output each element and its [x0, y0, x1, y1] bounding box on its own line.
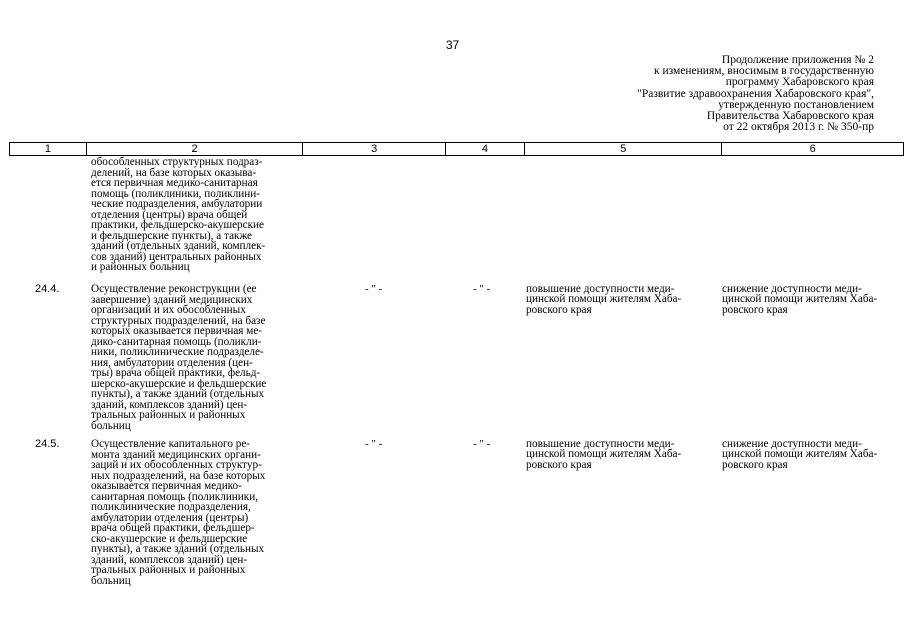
consequence-line: цинской помощи жителям Хаба- [722, 448, 878, 461]
ditto-mark: - " - [365, 438, 383, 450]
desc-line: врача общей практики, фельдшер- [91, 522, 255, 534]
header-line: от 22 октября 2013 г. № 350-пр [723, 121, 874, 134]
header-line: "Развитие здравоохранения Хабаровского края", [637, 87, 874, 100]
desc-line: дико-санитарная помощь (поликли- [91, 335, 262, 348]
desc-line: и районных больниц [91, 261, 190, 273]
column-header-3: 3 [303, 143, 446, 155]
result-line: цинской помощи жителям Хаба- [526, 293, 682, 306]
continuation-description [91, 157, 306, 273]
desc-line: шерско-акушерские и фельдшерские [91, 377, 267, 390]
desc-line: тральных районных и районных [91, 564, 246, 576]
desc-line: больниц [91, 574, 131, 587]
desc-line: пункты), а также зданий (отдельных [91, 543, 265, 555]
table-column-numbers [9, 142, 904, 156]
header-line: к изменениям, вносимым в государственную [654, 65, 874, 78]
result-line: ровского края [526, 303, 592, 316]
desc-line: ных подразделений, на базе которых [91, 469, 266, 482]
row-number: 24.4. [35, 283, 60, 295]
desc-line: структурных подразделений, на базе [91, 314, 266, 327]
result-line: цинской помощи жителям Хаба- [526, 448, 682, 461]
desc-line: которых оказывается первичная ме- [91, 325, 263, 337]
desc-line: сов зданий) центральных районных [91, 250, 262, 263]
desc-line: ники, поликлинические подразделе- [91, 346, 264, 358]
column-header-5: 5 [525, 143, 723, 155]
desc-line: монта зданий медицинских органи- [91, 448, 261, 461]
desc-line: заций и их обособленных структур- [91, 459, 262, 471]
expected-result [526, 284, 681, 315]
row-description [91, 439, 306, 586]
desc-line: ческие подразделения, амбулатории [91, 198, 263, 210]
desc-line: санитарная помощь (поликлиники, [91, 490, 259, 503]
desc-line: делений, на базе которых оказыва- [91, 166, 257, 179]
result-line: ровского края [526, 458, 592, 471]
header-line: Продолжение приложения № 2 [721, 54, 874, 66]
desc-line: ния, амбулатории отделения (цен- [91, 356, 253, 369]
failure-consequence [722, 284, 877, 315]
desc-line: Осуществление реконструкции (ее [91, 283, 257, 295]
desc-line: тральных районных и районных [91, 409, 246, 421]
header-line: утвержденную постановлением [718, 98, 874, 111]
row-description [91, 284, 306, 431]
desc-line: поликлинические подразделения, [91, 501, 251, 513]
desc-line: отделения (центры) врача общей [91, 208, 248, 221]
desc-line: пункты), а также зданий (отдельных [91, 388, 265, 400]
column-header-6: 6 [809, 143, 816, 155]
desc-line: зданий, комплексов зданий) цен- [91, 553, 248, 566]
consequence-line: ровского края [722, 458, 788, 471]
consequence-line: снижение доступности меди- [722, 283, 862, 295]
header-line: Правительства Хабаровского края [706, 110, 874, 123]
desc-line: оказывается первичная медико- [91, 480, 242, 492]
desc-line: завершение) зданий медицинских [91, 293, 253, 306]
desc-line: практики, фельдшерско-акушерские [91, 219, 265, 231]
expected-result [526, 439, 681, 470]
page-number: 37 [445, 38, 460, 52]
consequence-line: ровского края [722, 303, 788, 316]
desc-line: и фельдшерские пункты), а также [91, 229, 253, 242]
desc-line: организаций и их обособленных [91, 304, 246, 316]
desc-line: ско-акушерские и фельдшерские [91, 532, 248, 545]
desc-line: зданий (отдельных зданий, комплек- [91, 240, 266, 252]
ditto-mark: - " - [473, 283, 491, 295]
result-line: повышение доступности меди- [526, 283, 675, 295]
ditto-mark: - " - [365, 283, 383, 295]
desc-line: Осуществление капитального ре- [91, 438, 251, 450]
desc-line: амбулатории отделения (центры) [91, 511, 249, 524]
desc-line: тры) врача общей практики, фельд- [91, 367, 261, 379]
column-header-1: 1 [10, 143, 87, 155]
header-line: программу Хабаровского края [725, 76, 874, 89]
consequence-line: цинской помощи жителям Хаба- [722, 293, 878, 306]
result-line: повышение доступности меди- [526, 438, 675, 450]
desc-line: обособленных структурных подраз- [91, 156, 263, 168]
desc-line: зданий, комплексов зданий) цен- [91, 398, 248, 411]
column-header-2: 2 [87, 143, 304, 155]
desc-line: больниц [91, 419, 131, 432]
failure-consequence [722, 439, 877, 470]
desc-line: ется первичная медико-санитарная [91, 177, 258, 189]
appendix-header [637, 55, 874, 133]
column-header-4: 4 [446, 143, 525, 155]
ditto-mark: - " - [473, 438, 491, 450]
desc-line: помощь (поликлиники, поликлини- [91, 187, 260, 200]
consequence-line: снижение доступности меди- [722, 438, 862, 450]
row-number: 24.5. [35, 438, 60, 450]
